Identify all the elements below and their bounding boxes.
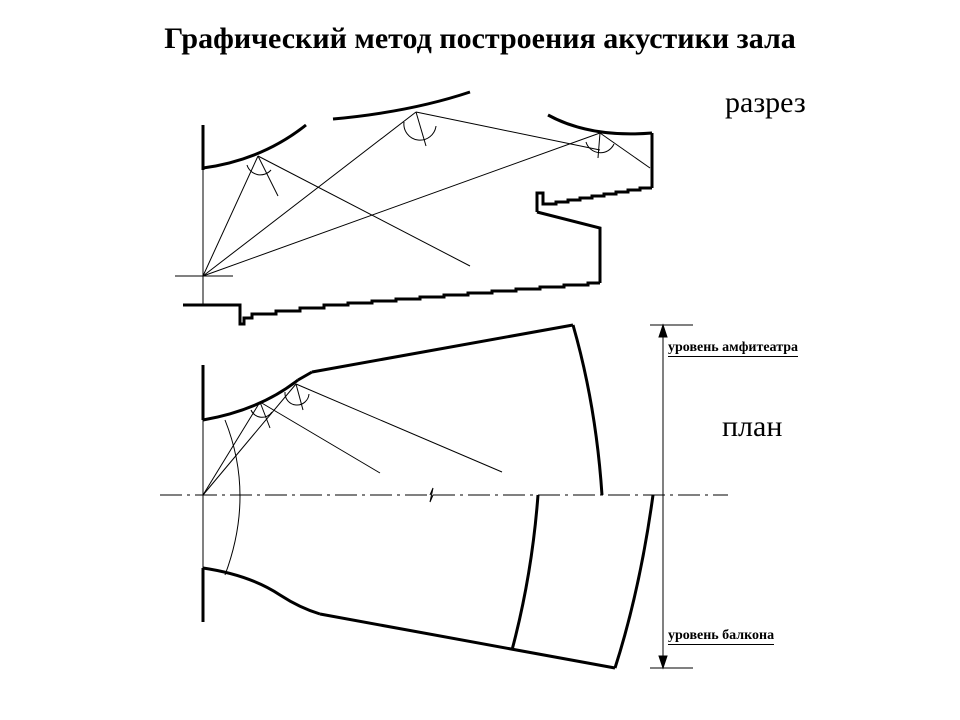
plan-side-reflector-top xyxy=(203,380,298,420)
normal-reflector-3 xyxy=(598,133,600,158)
plan-amphitheatre-edge xyxy=(512,495,538,650)
balcony-underside xyxy=(537,212,600,283)
plan-side-wall-top xyxy=(312,325,573,372)
normal-reflector-1 xyxy=(258,156,278,196)
plan-stage-arc xyxy=(225,420,240,575)
plan-side-reflector-bottom xyxy=(203,568,320,614)
plan-normal-2 xyxy=(296,384,303,410)
plan-ray-2-in xyxy=(203,384,296,495)
amphitheatre-floor xyxy=(183,283,600,324)
section-label: разрез xyxy=(725,86,806,119)
plan-ray-1-in xyxy=(203,402,260,495)
ray-source-to-reflector-1 xyxy=(203,156,258,276)
ray-reflector-2-out xyxy=(416,112,600,150)
balcony-steps xyxy=(537,188,652,212)
plan-angle-arc-2 xyxy=(285,392,309,405)
ceiling-reflector-3 xyxy=(548,115,652,134)
ray-reflector-1-out xyxy=(258,156,470,266)
ray-source-to-reflector-2 xyxy=(203,112,416,276)
ray-source-to-reflector-3 xyxy=(203,133,600,276)
section-view xyxy=(175,92,652,324)
plan-axis-break xyxy=(430,488,433,502)
angle-arc-1 xyxy=(247,165,271,175)
dimension-arrow-top xyxy=(659,325,667,337)
amphitheatre-level-label: уровень амфитеатра xyxy=(668,340,799,355)
plan-back-wall-lower xyxy=(615,495,653,668)
plan-back-wall-upper xyxy=(573,325,602,495)
ceiling-reflector-1 xyxy=(203,125,306,168)
ceiling-reflector-2 xyxy=(333,92,470,119)
plan-side-wall-joint xyxy=(298,372,312,380)
angle-arc-3 xyxy=(586,142,614,153)
plan-side-wall-bottom xyxy=(320,614,615,668)
normal-reflector-2 xyxy=(416,112,426,146)
plan-ray-2-out xyxy=(296,384,502,472)
plan-view xyxy=(160,325,728,668)
plan-label: план xyxy=(722,410,783,443)
dimension-arrow-bottom xyxy=(659,656,667,668)
page-title: Графический метод построения акустики зала xyxy=(164,22,796,55)
balcony-level-label: уровень балкона xyxy=(668,628,775,643)
